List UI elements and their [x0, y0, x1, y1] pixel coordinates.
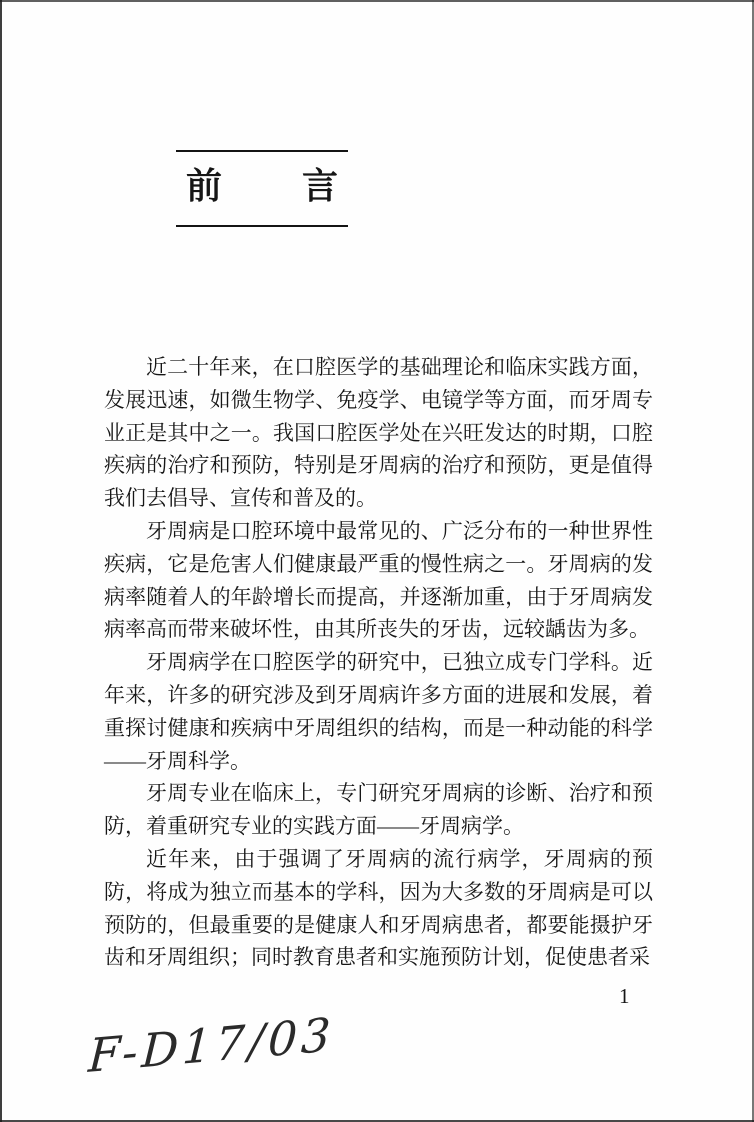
- title-char-1: 前: [186, 166, 223, 206]
- paragraph-1: 近二十年来，在口腔医学的基础理论和临床实践方面，发展迅速，如微生物学、免疫学、电镜学等方面，而牙周专业正是其中之一。我国口腔医学处在兴旺发达的时期，口腔疾病的治疗和预防，特别是牙周病的治疗和预防，更是值得我们去倡导、宣传和普及的。: [104, 355, 653, 511]
- scan-artifact-left-edge: [0, 0, 2, 1122]
- page-number: 1: [619, 984, 631, 1008]
- body-text: [104, 351, 653, 974]
- preface-title-block: [176, 150, 348, 227]
- paragraph-5: 近年来，由于强调了牙周病的流行病学，牙周病的预防，将成为独立而基本的学科，因为大多数的牙周病是可以预防的，但最重要的是健康人和牙周病患者，都要能摄护牙齿和牙周组织；同时教育患者和实施预防计划，促使患者采: [104, 846, 653, 970]
- title-char-2: 言: [301, 166, 338, 206]
- paragraph-3: 牙周病学在口腔医学的研究中，已独立成专门学科。近年来，许多的研究涉及到牙周病许多方面的进展和发展，着重探讨健康和疾病中牙周组织的结构，而是一种动能的科学——牙周科学。: [104, 650, 653, 773]
- handwritten-call-number: F-D17/03: [87, 1007, 336, 1083]
- paragraph-2: 牙周病是口腔环境中最常见的、广泛分布的一种世界性疾病，它是危害人们健康最严重的慢性病之一。牙周病的发病率随着人的年龄增长而提高，并逐渐加重，由于牙周病发病率高而带来破坏性，由其所丧失的牙齿，远较龋齿为多。: [104, 518, 653, 642]
- paragraph-4: 牙周专业在临床上，专门研究牙周病的诊断、治疗和预防，着重研究专业的实践方面——牙周病学。: [104, 781, 653, 839]
- scan-artifact-top-edge: [0, 0, 754, 2]
- page-title: [176, 167, 348, 207]
